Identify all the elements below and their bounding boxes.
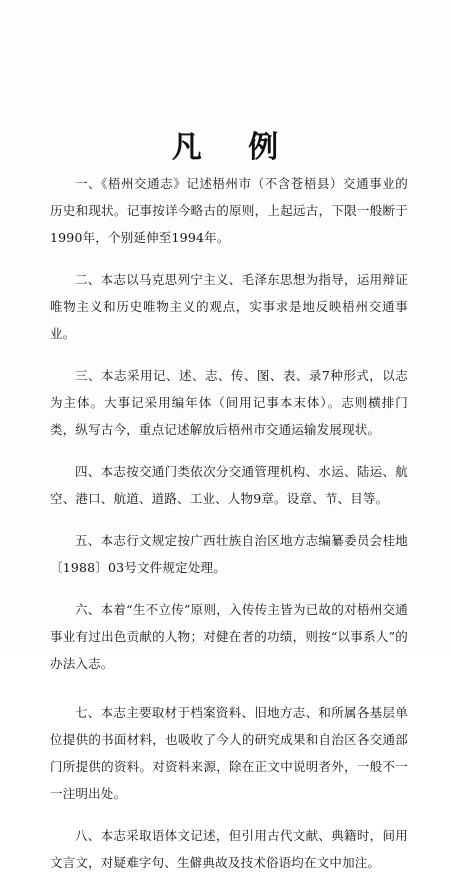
document-body: [50, 170, 408, 891]
paragraph-4: 四、本志按交通门类依次分交通管理机构、水运、陆运、航空、港口、航道、道路、工业、人物9章。设章、节、目等。: [50, 464, 408, 506]
paragraph-2: 二、本志以马克思列宁主义、毛泽东思想为指导，运用辩证唯物主义和历史唯物主义的观点，实事求是地反映梧州交通事业。: [50, 272, 408, 341]
paragraph-1: 一、《梧州交通志》记述梧州市（不含苍梧县）交通事业的历史和现状。记事按详今略古的原则，上起远古，下限一般断于1990年，个别延伸至1994年。: [50, 176, 408, 245]
paragraph-7: 七、本志主要取材于档案资料、旧地方志、和所属各基层单位提供的书面材料，也吸收了今人的研究成果和自治区各交通部门所提供的资料。对资料来源，除在正文中说明者外，一般不一一注明出处。: [50, 705, 408, 801]
page-title: 凡 例: [171, 130, 297, 165]
paragraph-5: 五、本志行文规定按广西壮族自治区地方志编纂委员会桂地〔1988〕03号文件规定处理。: [50, 533, 408, 575]
paragraph-8: 八、本志采取语体文记述，但引用古代文献、典籍时，间用文言文，对疑难字句、生僻典故及技术俗语均在文中加注。: [50, 828, 408, 870]
paragraph-6: 六、本着“生不立传”原则，入传传主皆为已故的对梧州交通事业有过出色贡献的人物；对健在者的功绩，则按“以事系人”的办法入志。: [50, 602, 408, 671]
paragraph-3: 三、本志采用记、述、志、传、图、表、录7种形式，以志为主体。大事记采用编年体（间用记事本末体）。志则横排门类，纵写古今，重点记述解放后梧州市交通运输发展现状。: [50, 368, 408, 437]
